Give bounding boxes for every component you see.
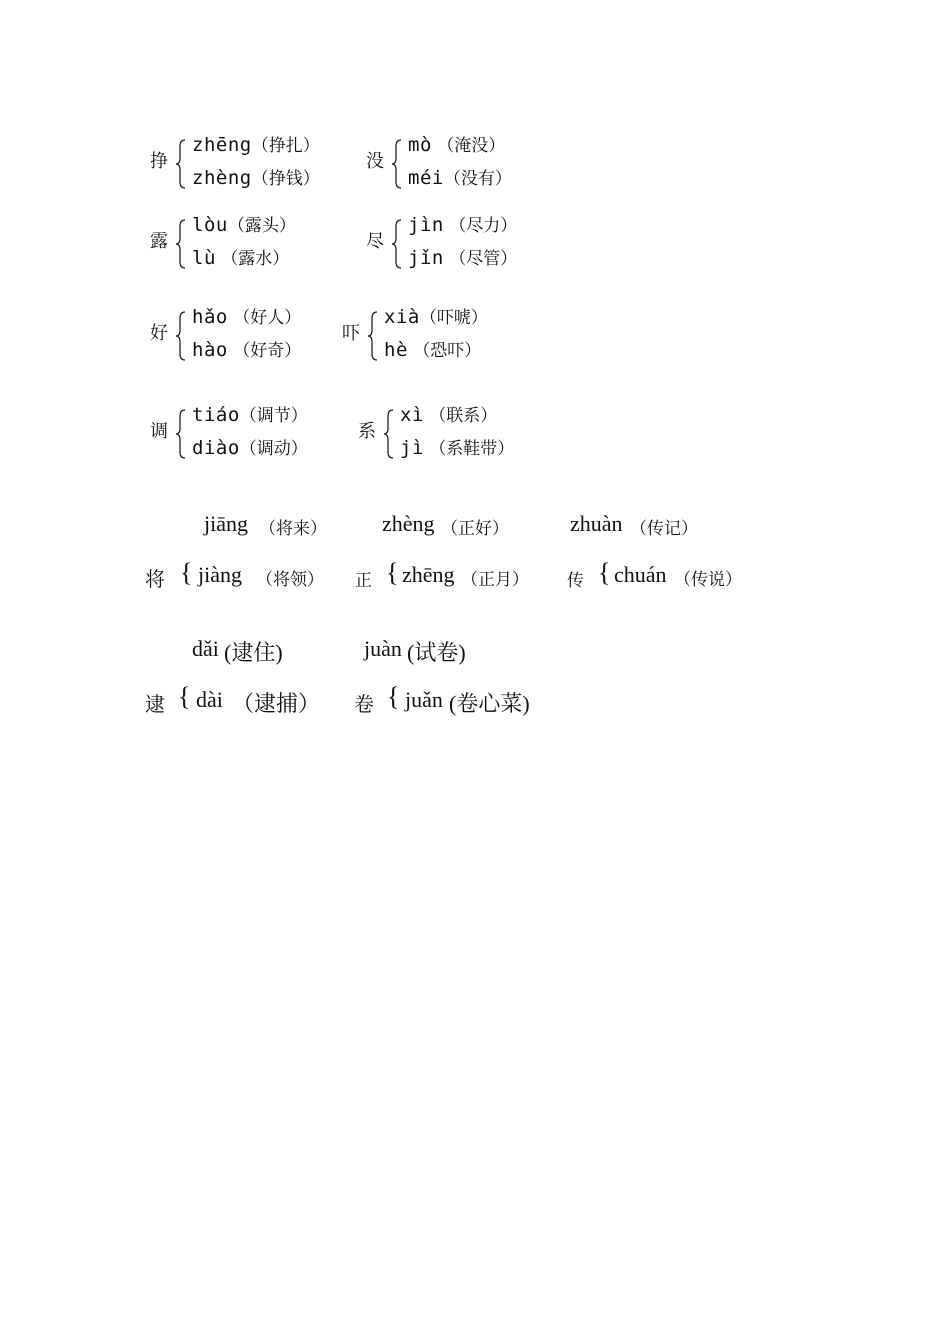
pinyin: xì bbox=[400, 404, 424, 426]
character: 正 bbox=[355, 571, 372, 590]
example: （尽力） bbox=[443, 216, 518, 236]
example: （没有） bbox=[443, 169, 512, 189]
example: （正好） bbox=[441, 519, 509, 538]
reading-line bbox=[192, 404, 308, 427]
pinyin: jìn bbox=[408, 214, 444, 236]
polyphone-group bbox=[342, 306, 542, 368]
character: 逮 bbox=[145, 694, 165, 716]
example: （正月） bbox=[461, 570, 529, 589]
reading-line bbox=[384, 339, 481, 362]
brace-icon bbox=[174, 310, 188, 362]
pinyin: juǎn bbox=[405, 687, 443, 712]
example: （好奇） bbox=[227, 341, 302, 361]
example: （挣扎） bbox=[251, 136, 320, 156]
example: (逮住) bbox=[224, 640, 283, 665]
polyphone-group bbox=[150, 134, 350, 196]
reading-line bbox=[384, 306, 488, 329]
character: 吓 bbox=[342, 323, 360, 344]
reading-line bbox=[192, 247, 289, 270]
example: （露水） bbox=[215, 249, 290, 269]
brace-icon bbox=[174, 408, 188, 460]
character: 调 bbox=[150, 421, 168, 442]
pinyin: jiàng bbox=[198, 562, 242, 587]
brace: { bbox=[178, 682, 191, 711]
pinyin: juàn bbox=[364, 636, 402, 661]
brace-icon bbox=[174, 138, 188, 190]
brace-icon bbox=[382, 408, 396, 460]
brace: { bbox=[386, 558, 399, 587]
reading-line bbox=[408, 214, 517, 237]
pinyin: lù bbox=[192, 247, 216, 269]
example: （调节） bbox=[239, 406, 308, 426]
example: （尽管） bbox=[443, 249, 518, 269]
character: 卷 bbox=[354, 694, 374, 716]
pinyin: zhēng bbox=[402, 562, 455, 587]
pinyin: mò bbox=[408, 134, 432, 156]
brace: { bbox=[598, 558, 611, 587]
pinyin: zhuàn bbox=[570, 511, 623, 536]
brace: { bbox=[180, 558, 193, 587]
pinyin: xià bbox=[384, 306, 420, 328]
pinyin: zhēng bbox=[192, 134, 252, 156]
brace-icon bbox=[390, 218, 404, 270]
example: （调动） bbox=[239, 439, 308, 459]
pinyin: jiāng bbox=[204, 511, 248, 536]
example: （将领） bbox=[256, 570, 324, 589]
reading-line bbox=[192, 437, 308, 460]
character: 好 bbox=[150, 323, 168, 344]
polyphone-group bbox=[150, 404, 350, 466]
reading-line bbox=[408, 167, 512, 190]
example: （吓唬） bbox=[419, 308, 488, 328]
pinyin: zhèng bbox=[192, 167, 252, 189]
polyphone-group bbox=[366, 214, 566, 276]
reading-line bbox=[192, 339, 301, 362]
example: （逮捕） bbox=[232, 691, 321, 716]
pinyin: zhèng bbox=[382, 511, 435, 536]
pinyin: hè bbox=[384, 339, 408, 361]
character: 露 bbox=[150, 231, 168, 252]
brace: { bbox=[387, 682, 400, 711]
character: 尽 bbox=[366, 231, 384, 252]
example: （联系） bbox=[423, 406, 498, 426]
reading-line bbox=[400, 404, 497, 427]
pinyin: dài bbox=[196, 687, 223, 712]
reading-line bbox=[408, 134, 505, 157]
pinyin: tiáo bbox=[192, 404, 240, 426]
character: 将 bbox=[145, 569, 165, 591]
character: 没 bbox=[366, 151, 384, 172]
brace-icon bbox=[366, 310, 380, 362]
reading-line bbox=[400, 437, 514, 460]
example: （挣钱） bbox=[251, 169, 320, 189]
polyphone-group bbox=[150, 306, 350, 368]
pinyin: jǐn bbox=[408, 247, 444, 269]
pinyin: lòu bbox=[192, 214, 228, 236]
reading-line bbox=[408, 247, 517, 270]
character: 挣 bbox=[150, 151, 168, 172]
character: 传 bbox=[567, 571, 584, 590]
character: 系 bbox=[358, 421, 376, 442]
reading-line bbox=[192, 306, 301, 329]
pinyin: jì bbox=[400, 437, 424, 459]
example: （淹没） bbox=[431, 136, 506, 156]
polyphone-group bbox=[366, 134, 566, 196]
pinyin: méi bbox=[408, 167, 444, 189]
reading-line bbox=[192, 134, 320, 157]
example: （好人） bbox=[227, 308, 302, 328]
pinyin: diào bbox=[192, 437, 240, 459]
pinyin: hǎo bbox=[192, 306, 228, 328]
pinyin: hào bbox=[192, 339, 228, 361]
polyphone-group bbox=[150, 214, 350, 276]
example: （恐吓） bbox=[407, 341, 482, 361]
pinyin: chuán bbox=[614, 562, 667, 587]
reading-line bbox=[192, 167, 320, 190]
polyphone-group bbox=[358, 404, 558, 466]
example: (卷心菜) bbox=[449, 691, 530, 716]
example: （传说） bbox=[674, 570, 742, 589]
brace-icon bbox=[174, 218, 188, 270]
brace-icon bbox=[390, 138, 404, 190]
reading-line bbox=[192, 214, 296, 237]
example: （露头） bbox=[227, 216, 296, 236]
pinyin: dǎi bbox=[192, 636, 219, 661]
example: （系鞋带） bbox=[423, 439, 515, 459]
example: （将来） bbox=[259, 519, 327, 538]
example: (试卷) bbox=[407, 640, 466, 665]
example: （传记） bbox=[630, 519, 698, 538]
